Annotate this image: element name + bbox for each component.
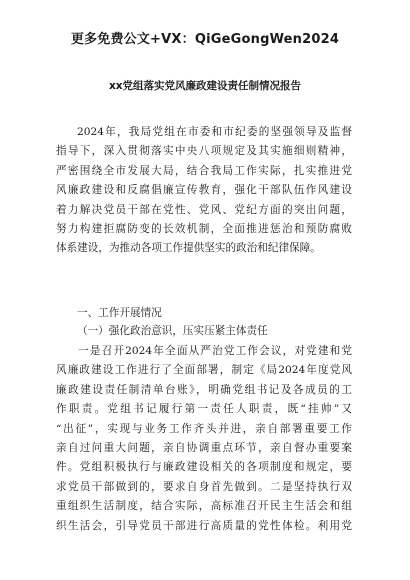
paragraph-line: 廉政建设责任制清单台账》，明确党组书记及各成员的工 [56,383,352,396]
paragraph-line: 努力构建拒腐防变的长效机制，全面推进惩治和预防腐败 [56,223,352,236]
section-heading: 一、工作开展情况 [77,307,162,319]
paragraph-line: “出征”，实现与业务工作齐头并进，亲自部署重要工作 [56,422,352,435]
intro-paragraph [56,123,352,259]
paragraph-line: 风廉政建设工作进行了全面部署，制定《局2024年度党风 [56,364,352,377]
paragraph-line: 织生活会，引导党员干部进行高质量的党性体检。利用党 [56,519,352,532]
paragraph-line: 重组织生活制度，结合实际，高标准召开民主生活会和组 [56,500,352,513]
paragraph-line: 一是召开2024年全面从严治党工作会议，对党建和党 [77,345,352,357]
main-paragraph [56,342,352,536]
paragraph-line: 指导下，深入贯彻落实中央八项规定及其实施细则精神， [56,145,352,158]
promo-banner: 更多免费公文+VX：QiGeGongWen2024 [70,32,340,47]
paragraph-line: 严密围绕全市发展大局，结合我局工作实际，扎实推进党 [56,164,352,177]
paragraph-line: 着力解决党员干部在党性、党风、党纪方面的突出问题， [56,203,352,216]
paragraph-line: 体系建设，为推动各项工作提供坚实的政治和纪律保障。 [56,242,321,255]
paragraph-line: 2024年，我局党组在市委和市纪委的坚强领导及监督 [77,126,352,138]
paragraph-line: 求党员干部做到的，要求自身首先做到。二是坚持执行双 [56,480,352,493]
paragraph-line: 件。党组积极执行与廉政建设相关的各项制度和规定，要 [56,461,352,474]
paragraph-line: 作职责。党组书记履行第一责任人职责，既“挂帅”又 [56,403,352,416]
paragraph-line: 风廉政建设和反腐倡廉宣传教育，强化干部队伍作风建设 [56,184,352,197]
subsection-heading: （一）强化政治意识，压实压紧主体责任 [77,325,268,337]
paragraph-line: 亲自过问重大问题，亲自协调重点环节，亲自督办重要案 [56,442,352,455]
document-title: xx党组落实党风廉政建设责任制情况报告 [108,80,302,92]
